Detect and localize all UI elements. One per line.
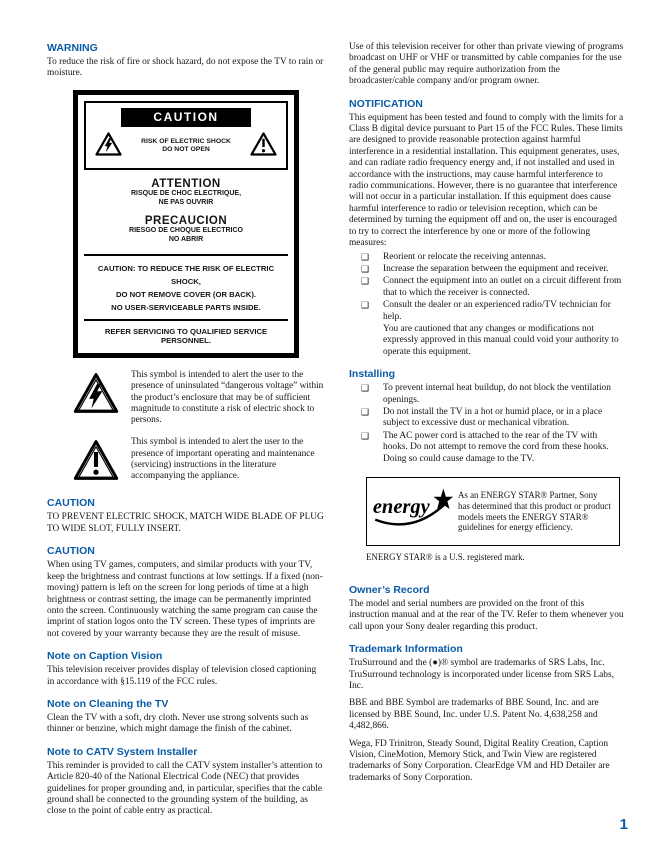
caution-text: TO PREVENT ELECTRIC SHOCK, MATCH WIDE BLADE OF PLUG TO WIDE SLOT, FULLY INSERT.: [47, 512, 324, 534]
list-item: [349, 252, 624, 263]
trademark-paragraph: Wega, FD Trinitron, Steady Sound, Digital Reality Creation, Caption Vision, CineMotion, Memory Stick, and Twin View are registered trademarks of Sony Corporation. ClearEdge VM and HD Detailer are trademarks of Sony Corporation.: [349, 738, 610, 783]
list-item-text: To prevent internal heat buildup, do not block the ventilation openings.: [383, 383, 611, 405]
trademark-heading: Trademark Information: [349, 643, 463, 656]
precaucion-sub2: NO ABRIR: [168, 236, 204, 244]
precaucion-title: PRECAUCION: [144, 215, 228, 228]
exclamation-triangle-icon: [73, 437, 121, 486]
attention-subtitle: [84, 190, 288, 208]
trademark-paragraph: TruSurround and the (●)® symbol are trademarks of SRS Labs, Inc. TruSurround technology is incorporated under license from SRS Labs, Inc.: [349, 658, 614, 692]
right-column: [349, 42, 624, 820]
checkbox-bullet-icon: ❑: [361, 276, 370, 287]
list-item: [349, 407, 624, 430]
warning-heading: WARNING: [47, 42, 98, 54]
caution-heading: CAUTION: [47, 497, 95, 510]
checkbox-bullet-icon: ❑: [361, 430, 370, 441]
list-item: [349, 276, 624, 299]
risk-line1: RISK OF ELECTRIC SHOCK: [141, 137, 231, 145]
left-column: [47, 42, 325, 820]
owners-record-text: The model and serial numbers are provided on the front of this instruction manual and at the rear of the TV. Refer to them whenever you call upon your Sony dealer regarding this product.: [349, 599, 624, 632]
caption-vision-heading: Note on Caption Vision: [47, 650, 163, 663]
lightning-triangle-icon: [95, 132, 122, 161]
private-viewing-text: Use of this television receiver for other than private viewing of programs broadcast on UHF or VHF or transmitted by cable companies for the use of the general public may require authorization from the broadcaster/cable company and/or program owner.: [349, 42, 624, 87]
caution-heading: CAUTION: [47, 545, 95, 558]
precaucion-subtitle: [84, 227, 288, 245]
warning-text: To reduce the risk of fire or shock hazard, do not expose the TV to rain or moisture.: [47, 57, 324, 79]
caution-label-graphic: [73, 90, 299, 358]
exclamation-triangle-icon: [250, 132, 277, 161]
list-item-text: Increase the separation between the equipment and receiver.: [383, 263, 609, 274]
caution-bottom-lines: [84, 254, 288, 314]
risk-text: [141, 138, 231, 155]
notification-note: You are cautioned that any changes or modifications not expressly approved in this manual could void your authority to operate this equipment.: [383, 323, 619, 357]
caution-text: When using TV games, computers, and similar products with your TV, keep the brightness and contrast functions at low settings. If a fixed (non-moving) pattern is left on the screen for long periods of time at a high brightness or contrast setting, the image can be permanently imprinted onto the screen. Continuously watching the same program can cause the imprint of station logos onto the TV screen. These types of imprints are not covered by your warranty because they are the result of misuse.: [47, 560, 323, 639]
caution-label-top-section: [84, 101, 288, 170]
list-item: [349, 300, 624, 323]
list-item-text: Connect the equipment into an outlet on a circuit different from that to which the receiver is connected.: [383, 276, 622, 298]
notification-heading: NOTIFICATION: [349, 97, 423, 110]
risk-row: [91, 127, 281, 161]
caution-bottom-line1: CAUTION: TO REDUCE THE RISK OF ELECTRIC SHOCK,: [97, 264, 275, 286]
precaucion-sub1: RIESGO DE CHOQUE ELECTRICO: [129, 227, 243, 235]
symbol-explanation-maintenance: [47, 437, 325, 486]
checkbox-bullet-icon: ❑: [361, 263, 370, 274]
catv-heading: Note to CATV System Installer: [47, 745, 198, 758]
checkbox-bullet-icon: ❑: [361, 251, 370, 262]
caution-refer-line: REFER SERVICING TO QUALIFIED SERVICE PERSONNEL.: [84, 319, 288, 347]
energy-star-mark-note: ENERGY STAR® is a U.S. registered mark.: [366, 552, 525, 562]
attention-sub2: NE PAS OUVRIR: [158, 198, 214, 206]
checkbox-bullet-icon: ❑: [361, 383, 370, 394]
list-item: [349, 431, 624, 465]
page-number: 1: [619, 816, 628, 833]
symbol-explanation-text: This symbol is intended to alert the user to the presence of important operating and maintenance (servicing) instructions in the literature accompanying the appliance.: [131, 437, 315, 482]
caution-bar: CAUTION: [121, 108, 250, 127]
caution-bottom-line3: NO USER-SERVICEABLE PARTS INSIDE.: [111, 303, 261, 312]
precaucion-block: [84, 215, 288, 245]
cleaning-text: Clean the TV with a soft, dry cloth. Never use strong solvents such as thinner or benzine, which might damage the finish of the cabinet.: [47, 712, 309, 735]
notification-text: This equipment has been tested and found to comply with the limits for a Class B digital device pursuant to Part 15 of the FCC Rules. These limits are designed to provide reasonable protection against harmful interference in a residential installation. This equipment generates, uses, and can radiate radio frequency energy and, if not installed and used in accordance with the instructions, may cause harmful interference to radio communications. However, there is no guarantee that interference will not occur in a particular installation. If this equipment does cause harmful interference to radio or television reception, which can be determined by turning the equipment off and on, the user is encouraged to try to correct the interference by one or more of the following measures:: [349, 112, 624, 249]
risk-line2: DO NOT OPEN: [162, 146, 210, 154]
cleaning-heading: Note on Cleaning the TV: [47, 697, 169, 710]
list-item: [349, 383, 624, 406]
list-item-text: Reorient or relocate the receiving antennas.: [383, 251, 546, 262]
energy-star-text: As an ENERGY STAR® Partner, Sony has determined that this product or product models meets the ENERGY STAR® guidelines for energy efficiency.: [458, 489, 611, 533]
owners-record-heading: Owner’s Record: [349, 584, 430, 596]
list-item: [349, 264, 624, 275]
caution-bottom-line2: DO NOT REMOVE COVER (OR BACK).: [115, 290, 257, 299]
caption-vision-text: This television receiver provides display of television closed captioning in accordance with §15.119 of the FCC rules.: [47, 665, 317, 687]
installing-heading: Installing: [349, 368, 396, 381]
svg-text:energy: energy: [372, 496, 430, 519]
lightning-triangle-icon: [73, 370, 121, 426]
energy-star-box: [366, 477, 620, 546]
symbol-explanation-voltage: [47, 370, 325, 426]
attention-sub1: RISQUE DE CHOC ELECTRIQUE,: [130, 189, 242, 197]
list-item-text: Consult the dealer or an experienced radio/TV technician for help.: [383, 300, 611, 322]
attention-block: [84, 178, 288, 208]
energy-star-logo: [372, 483, 458, 540]
catv-text: This reminder is provided to call the CATV system installer’s attention to Article 820-40 of the National Electrical Code (NEC) that provides guidelines for proper grounding and, in particular, specifies that the cable ground shall be connected to the grounding system of the building, as close to the point of cable entry as practical.: [47, 760, 323, 817]
list-item-text: The AC power cord is attached to the rear of the TV with hooks. Do not attempt to remove the cord from these hooks. Doing so could cause damage to the TV.: [383, 430, 609, 464]
checkbox-bullet-icon: ❑: [361, 406, 370, 417]
symbol-explanation-text: This symbol is intended to alert the user to the presence of uninsulated “dangerous voltage” within the product’s enclosure that may be of sufficient magnitude to constitute a risk of electric shock to persons.: [131, 370, 324, 426]
checkbox-bullet-icon: ❑: [361, 300, 370, 311]
trademark-paragraph: BBE and BBE Symbol are trademarks of BBE Sound, Inc. and are licensed by BBE Sound, Inc. under U.S. Patent No. 4,638,258 and 4,482,866.: [349, 698, 599, 732]
list-item-text: Do not install the TV in a hot or humid place, or in a place subject to excessive dust or mechanical vibration.: [383, 406, 603, 429]
attention-title: ATTENTION: [151, 177, 221, 190]
